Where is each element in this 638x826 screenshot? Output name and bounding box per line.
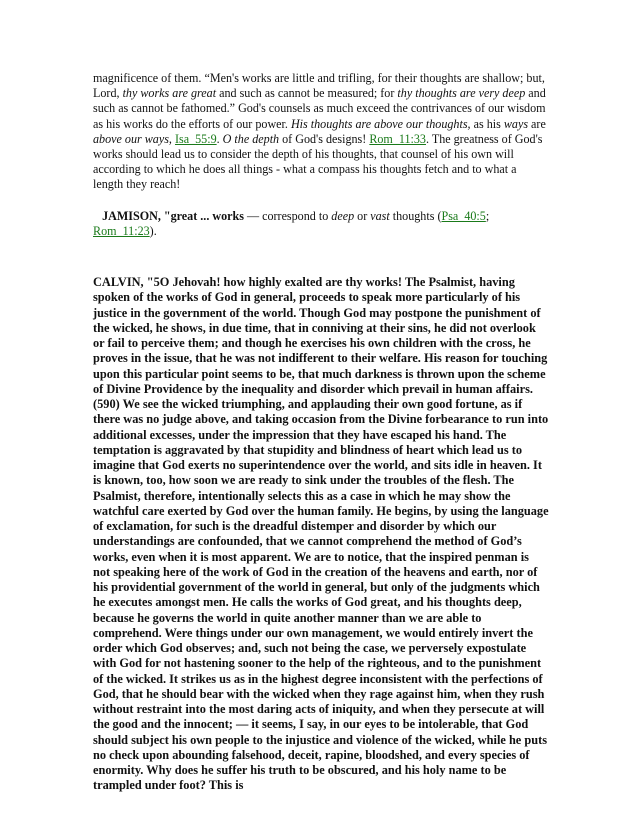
text-span: ; [485, 208, 490, 223]
text-span: . The greatness of God's works should lead us to consider the depth of his thoughts, that counsel of his own will according to which he does all things - what a compass his thoughts fetch and to what a length they reach! [93, 131, 543, 192]
italic-text: thy thoughts are very deep [397, 86, 526, 101]
italic-text: His thoughts are above our thoughts, [290, 116, 471, 131]
text-span: are [528, 116, 546, 131]
commentary-paragraph-calvin: CALVIN, "5O Jehovah! how highly exalted are thy works! The Psalmist, having spoken of the works of God in general, proceeds to speak more particularly of his justice in the government of the world. Though God may postpone the punishment of the wicked, he shows, in due time, that in conniving at their sins, he did not overlook or fail to perceive them; and though he exercises his own children with the cross, he proves in the issue, that he was not indifferent to their welfare. His reason for touching upon this particular point seems to be, that much darkness is thrown upon the scheme of Divine Providence by the inequality and disorder which prevail in human affairs. (590) We see the wicked triumphing, and applauding their own good fortune, as if there was no judge above, and taking occasion from the Divine forbearance to run into additional excesses, under the impression that they have escaped his hand. The temptation is aggravated by that stupidity and blindness of heart which lead us to imagine that God exerts no superintendence over the world, and sits idle in heaven. It is known, too, how soon we are ready to sink under the troubles of the flesh. The Psalmist, therefore, intentionally selects this as a case in which he may show the watchful care exerted by God over the human family. He begins, by using the language of exclamation, for such is the dreadful distemper and disorder by which our understandings are confounded, that we cannot comprehend the method of God’s works, even when it is most apparent. We are to notice, that the inspired penman is not speaking here of the work of God in the creation of the heavens and earth, nor of his providential government of the world in general, but only of the judgments which he executes amongst men. He calls the works of God great, and his thoughts deep, because he governs the world in quite another manner than we are able to comprehend. Were things under our own management, we would entirely invert the order which God observes; and, such not being the case, we perversely expostulate with God for not hastening sooner to the help of the righteous, and to the punishment of the wicked. It strikes us as in the highest degree inconsistent with the perfections of God, that he should bear with the wicked when they rage against him, when they rush without restraint into the most daring acts of iniquity, and when they persecute at will the good and the innocent; — it seems, I say, in our eyes to be intolerable, that God should subject his own people to the injustice and violence of the wicked, while he puts no check upon abounding falsehood, deceit, rapine, bloodshed, and every species of enormity. Why does he suffer his truth to be obscured, and his holy name to be trampled under foot? This is [93, 275, 549, 793]
scripture-link-isa-55-9[interactable]: Isa_55:9 [174, 131, 217, 146]
text-span: ). [149, 223, 157, 238]
jamison-heading: JAMISON, "great ... works [102, 208, 244, 223]
scripture-link-psa-40-5[interactable]: Psa_40:5 [441, 208, 486, 223]
italic-text: vast [370, 208, 390, 223]
italic-text: ways [503, 116, 529, 131]
text-span: of God's designs! [279, 131, 370, 146]
text-span: — correspond to [243, 208, 332, 223]
text-span: . [216, 131, 223, 146]
italic-text: thy works are great [122, 86, 217, 101]
text-span: or [354, 208, 371, 223]
text-span: thoughts ( [389, 208, 442, 223]
commentary-paragraph-jamison [93, 209, 549, 239]
document-page [93, 71, 549, 794]
text-span: magnificence of them. “Men's works are little and trifling, for their thoughts are shallow; but, Lord, [93, 71, 545, 101]
italic-text: O the depth [222, 131, 280, 146]
italic-text: deep [331, 208, 355, 223]
scripture-link-rom-11-23[interactable]: Rom_11:23 [93, 223, 150, 238]
commentary-paragraph-henry [93, 71, 549, 193]
text-span: and such as cannot be measured; for [216, 86, 398, 101]
text-span: as his [470, 116, 504, 131]
scripture-link-rom-11-33[interactable]: Rom_11:33 [369, 131, 426, 146]
text-span: and such as cannot be fathomed.” God's counsels as much exceed the contrivances of our wisdom as his works do the efforts of our power. [93, 86, 546, 131]
italic-text: above our ways, [93, 131, 172, 146]
